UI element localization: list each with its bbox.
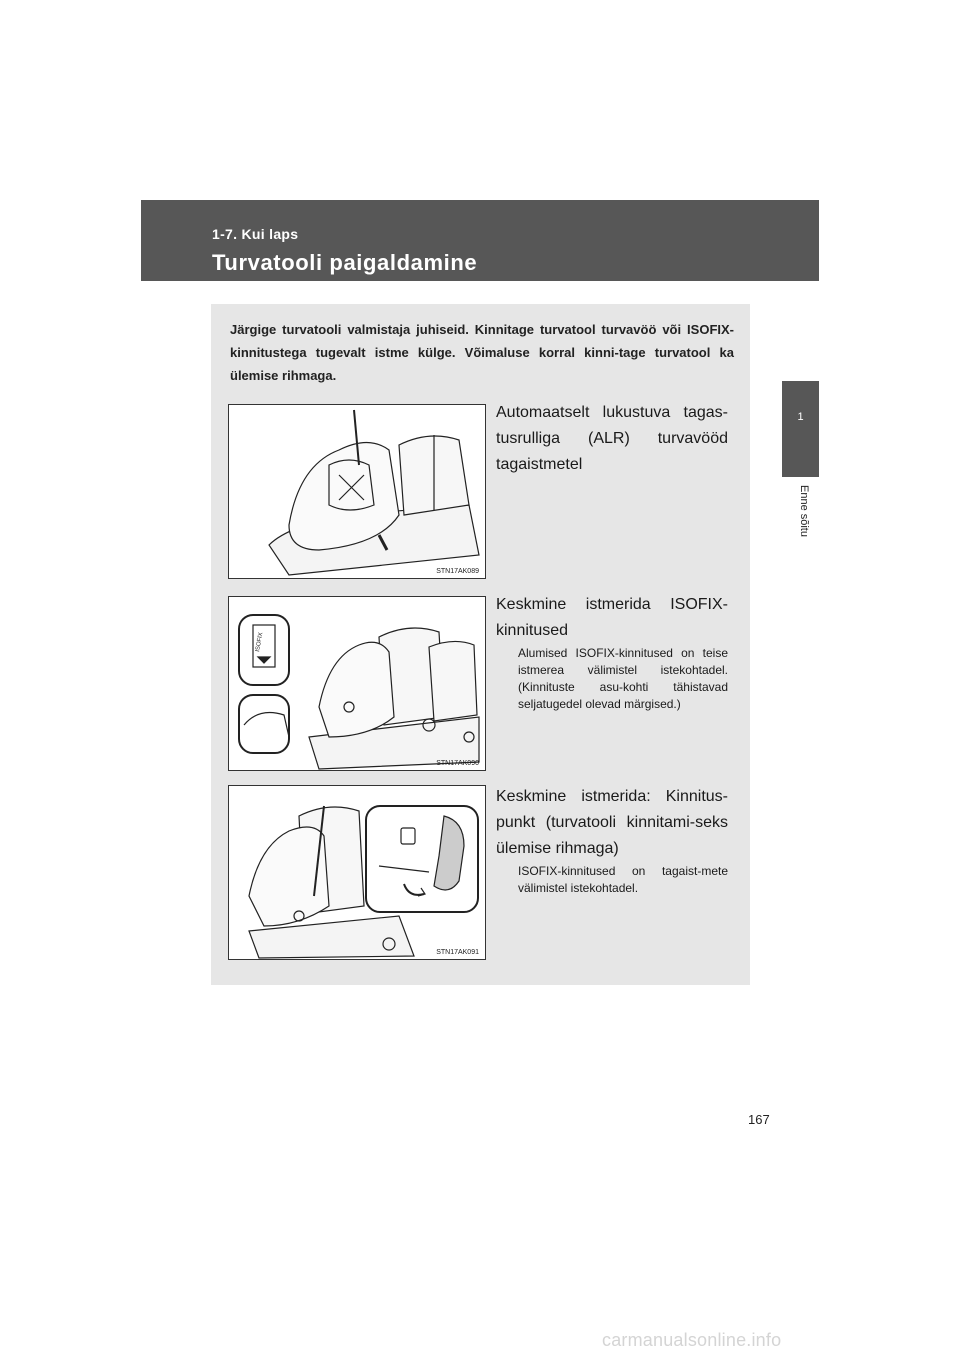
figure-code: STN17AK091 bbox=[436, 949, 479, 956]
chapter-number: 1 bbox=[797, 411, 804, 423]
isofix-illustration bbox=[229, 597, 485, 770]
chapter-tab bbox=[782, 381, 819, 477]
figure-top-tether bbox=[228, 785, 486, 960]
figure-code: STN17AK089 bbox=[436, 568, 479, 575]
isofix-label: ISOFIX bbox=[255, 631, 265, 653]
content-box bbox=[211, 304, 750, 985]
figure-code: STN17AK090 bbox=[436, 760, 479, 767]
figure-3-note: ISOFIX-kinnitused on tagaist-mete välimistel istekohtadel. bbox=[518, 864, 728, 895]
figure-1-caption: Automaatselt lukustuva tagas-tusrulliga (ALR) turvavööd tagaistmetel bbox=[496, 404, 728, 473]
watermark: carmanualsonline.info bbox=[602, 1330, 782, 1350]
intro-text: Järgige turvatooli valmistaja juhiseid. Kinnitage turvatool turvavöö või ISOFIX-kinnitustega tugevalt istme külge. Võimaluse korral kinni-tage turvatool ka ülemise rihmaga. bbox=[230, 322, 734, 383]
child-seat-illustration bbox=[229, 405, 485, 578]
page-number: 167 bbox=[748, 1112, 770, 1127]
figure-2-note: Alumised ISOFIX-kinnitused on teise istmerea välimistel istekohtadel. (Kinnituste asu-kohti tähistavad seljatugedel olevad märgised.) bbox=[518, 646, 728, 711]
figure-isofix-anchors bbox=[228, 596, 486, 771]
figure-alr-seatbelt bbox=[228, 404, 486, 579]
chapter-header bbox=[141, 200, 819, 281]
figure-3-caption: Keskmine istmerida: Kinnitus-punkt (turvatooli kinnitami-seks ülemise rihmaga) bbox=[496, 788, 728, 857]
section-label: 1-7. Kui laps bbox=[212, 226, 299, 242]
page-title: Turvatooli paigaldamine bbox=[212, 250, 478, 275]
top-tether-illustration bbox=[229, 786, 485, 959]
chapter-label: Enne sõitu bbox=[798, 485, 810, 537]
figure-2-caption: Keskmine istmerida ISOFIX-kinnitused bbox=[496, 596, 728, 639]
